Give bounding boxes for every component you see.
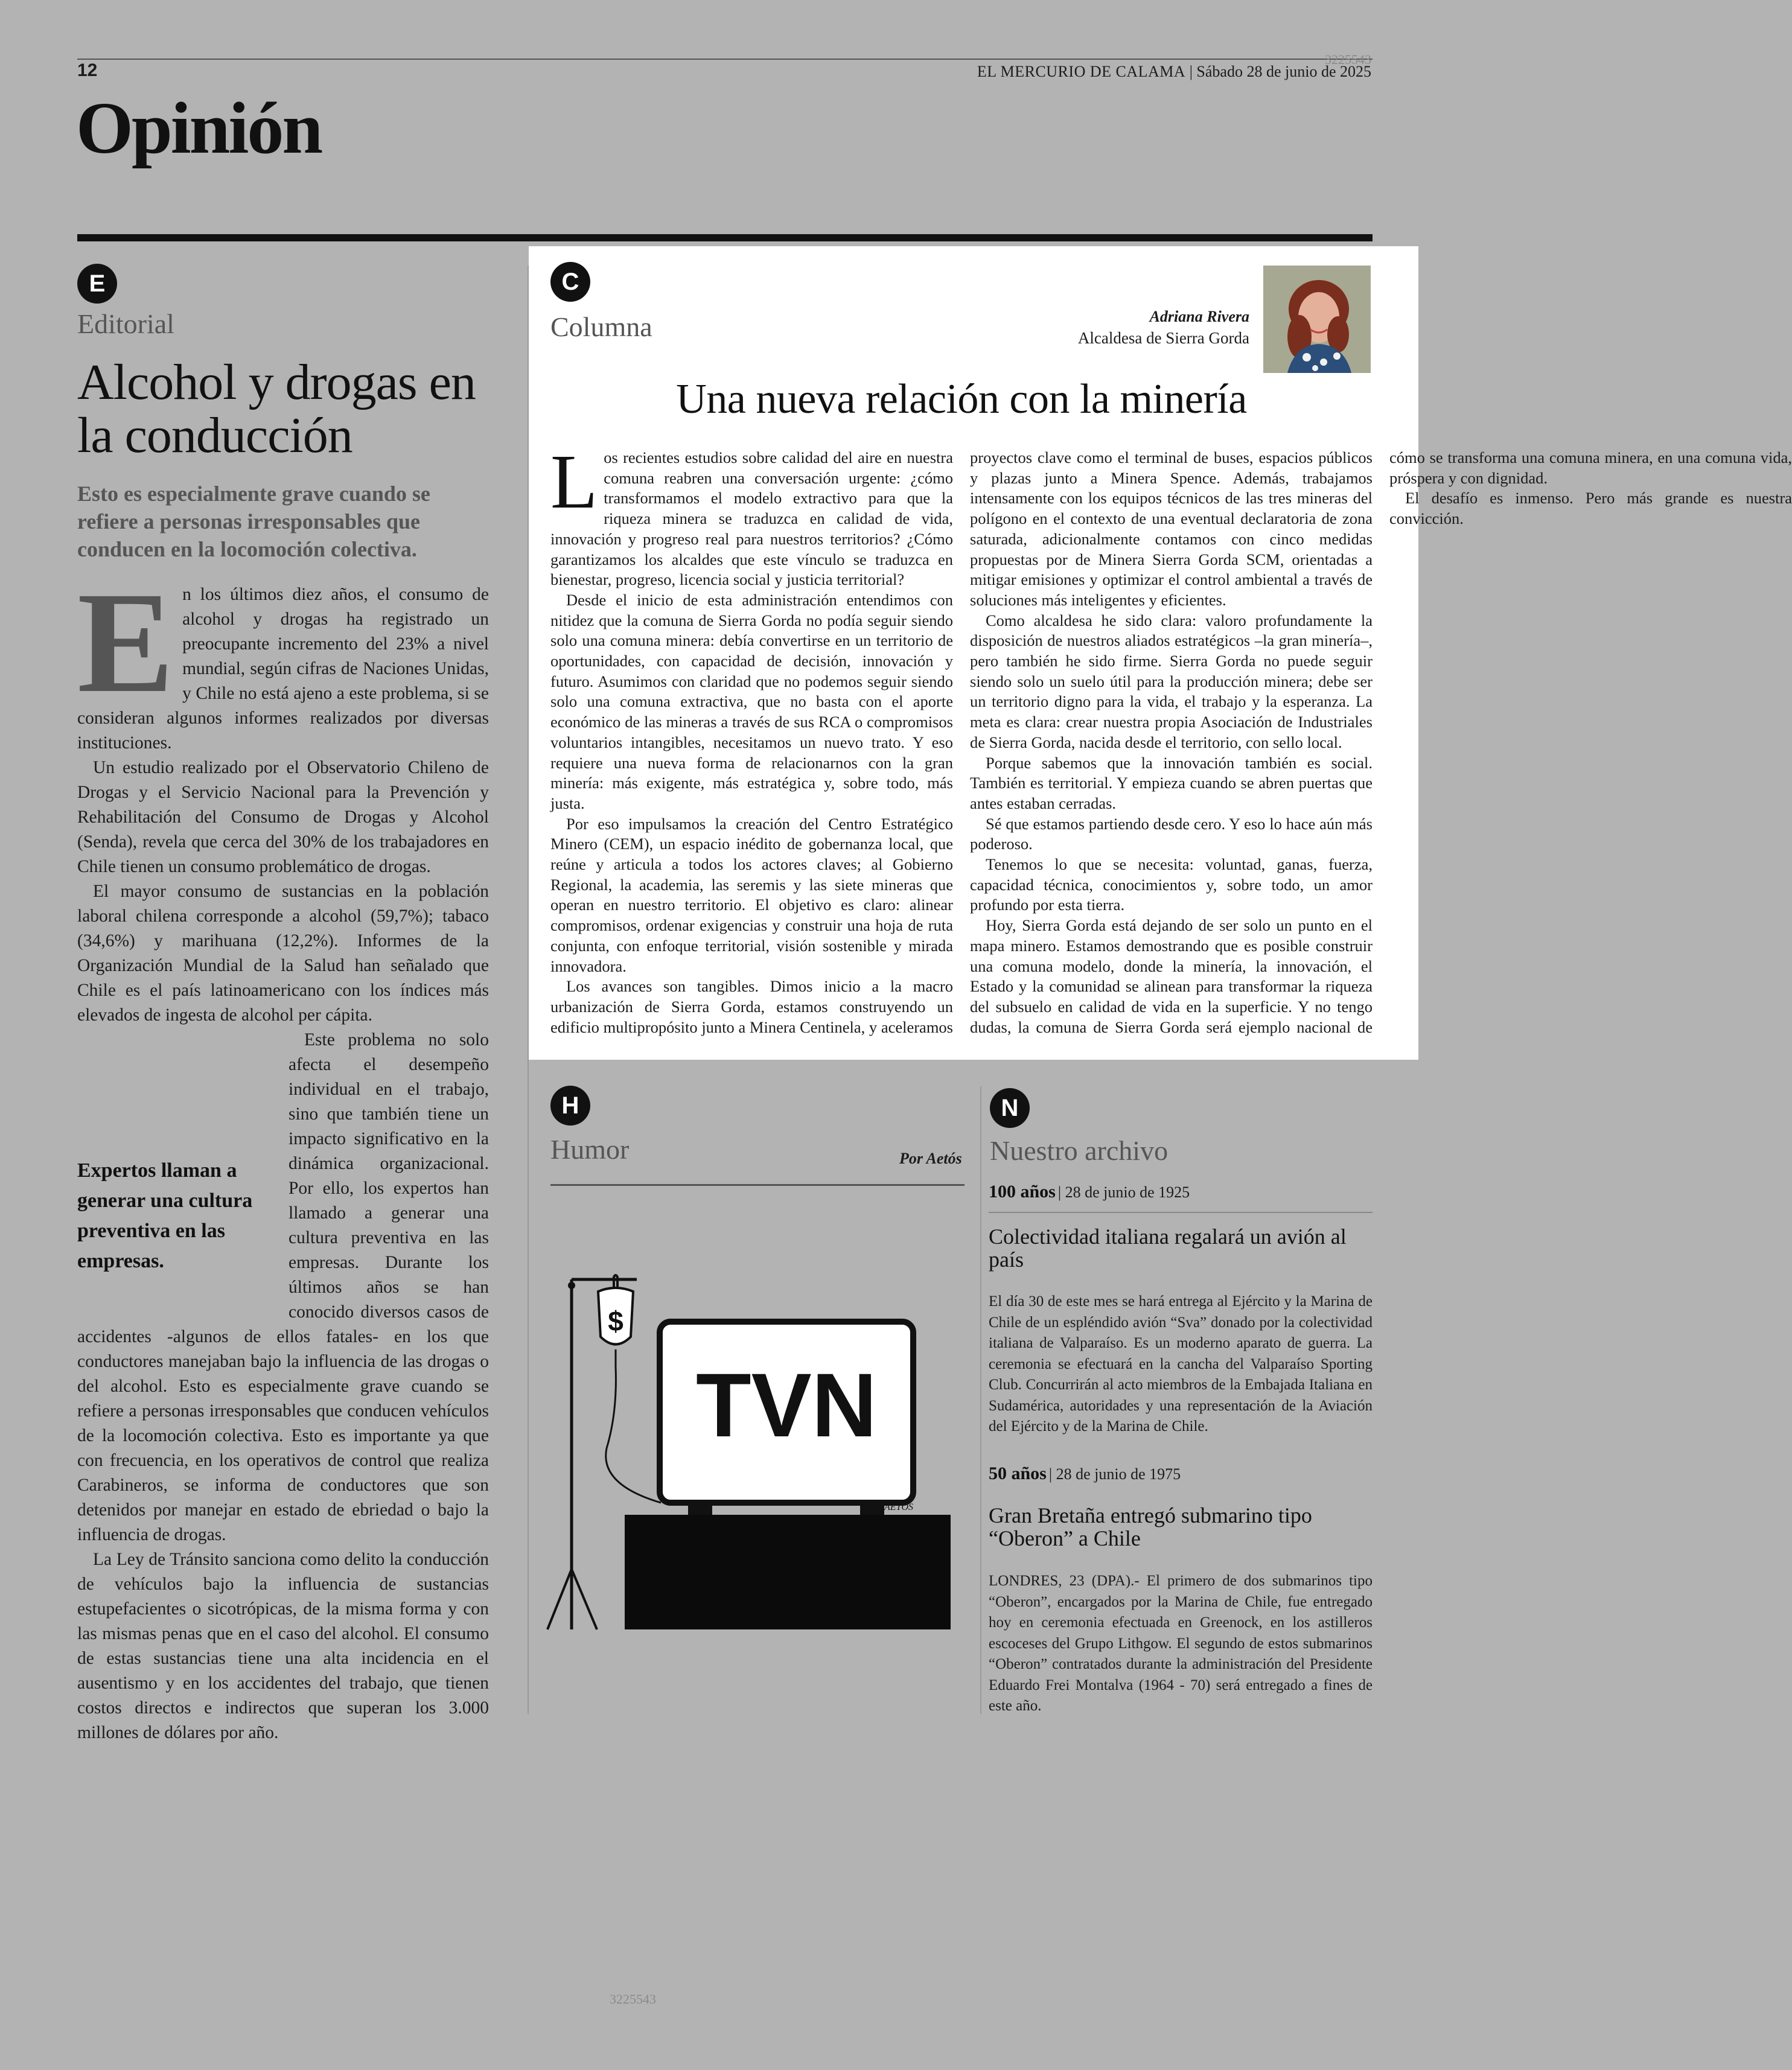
section-title: Opinión — [76, 88, 322, 169]
publication-name: EL MERCURIO DE CALAMA — [977, 63, 1186, 80]
archive-body: El día 30 de este mes se hará entrega al Ejército y la Marina de Chile de un espléndido avión “Sva” donado por la colectividad italiana de Valparaíso. Es un moderno aparato de guerra. La ceremonia se efectuará en la cancha del Valparaíso Sporting Club. Concurrirán al acto miembros de la Embajada Italiana en Sudamérica, autoridades y una representación de la Aviación del Ejército y de la Marina de Chile. — [989, 1293, 1373, 1435]
archive-item-header: 100 años | 28 de junio de 1925 — [989, 1182, 1190, 1202]
column-paragraph: El desafío es inmenso. Pero más grande es nuestra convicción. — [1389, 489, 1792, 528]
humor-divider — [980, 1086, 981, 1714]
cartoon-signature: AETÓS — [884, 1502, 913, 1512]
author-avatar — [1263, 266, 1371, 373]
author-photo-icon — [1263, 266, 1371, 373]
svg-text:$: $ — [608, 1305, 623, 1337]
issue-date: Sábado 28 de junio de 2025 — [1196, 63, 1371, 80]
archive-headline: Colectividad italiana regalará un avión al país — [989, 1224, 1347, 1272]
page-number: 12 — [77, 60, 98, 80]
column-paragraph: Los recientes estudios sobre calidad del aire en nuestra comuna reabren una conversación urgente: ¿cómo transformamos el modelo extractivo para que la riqueza minera se traduzca en calidad de vida, innovación y progreso real para nuestros territorios? ¿Cómo garantizamos los alcaldes que este vínculo se traduzca en bienestar, progreso, licencia social y justicia territorial? — [550, 439, 953, 589]
archive-body: LONDRES, 23 (DPA).- El primero de dos submarinos tipo “Oberon”, encargados por la Marina de Chile, fue entregado hoy en ceremonia efectuada en Greenock, en los astilleros escoceses del Grupo Lithgow. El segundo de estos submarinos “Oberon” contratados durante la administración del Presidente Eduardo Frei Montalva (1964 - 70) será entregado a fines de este año. — [989, 1573, 1373, 1714]
column-paragraph: Desde el inicio de esta administración entendimos con nitidez que la comuna de Sierra Gorda no podía seguir siendo solo una comuna minera: debía convertirse en un territorio de oportunidades, con capacidad de decisión, innovación y futuro. Asumimos con claridad que no podemos seguir siendo solo una comuna extractiva, que no basta con el aporte económico de las mineras a través de sus RCA o compromisos voluntarios intangibles, necesitamos un nuevo trato. Y eso requiere una nueva forma de relacionarnos con la gran minería: más exigente, más estratégica y, sobre todo, más justa. — [550, 590, 953, 812]
tvn-logo: TVN — [696, 1354, 877, 1456]
humor-byline: Por Aetós — [899, 1150, 962, 1167]
archive-item-header: 50 años | 28 de junio de 1975 — [989, 1463, 1181, 1483]
editorial-badge: E — [77, 264, 117, 304]
watermark-id: 3225543 — [1325, 52, 1371, 67]
humor-cartoon — [546, 1231, 969, 1629]
tv-cartoon-icon — [546, 1231, 969, 1629]
editorial-paragraph: El mayor consumo de sustancias en la población laboral chilena corresponde a alcohol (59,7%); tabaco (34,6%) y marihuana (12,2%). Informes de la Organización Mundial de la Salud han señalado que Chile es el país latinoamericano con los índices más elevados de ingesta de alcohol per cápita. — [77, 882, 489, 1025]
editorial-watermark: 3225543 — [610, 1992, 656, 2007]
column-paragraph: Por eso impulsamos la creación del Centro Estratégico Minero (CEM), un espacio inédito de gobernanza local, que reúne y articula a todos los actores claves; al Gobierno Regional, la academia, las seremis y las siete mineras que operan en nuestro territorio. El objetivo es claro: alinear compromisos, ordenar exigencias y construir una hoja de ruta conjunta, con enfoque territorial, visión sostenible y mirada innovadora. — [550, 814, 953, 975]
editorial-paragraph: En los últimos diez años, el consumo de alcohol y drogas ha registrado un preocupante incremento del 23% a nivel mundial, según cifras de Naciones Unidas, y Chile no está ajeno a este problema, si se consideran algunos informes realizados por diversas instituciones. — [77, 562, 489, 753]
editorial-dropcap: E — [77, 562, 174, 722]
editorial-paragraph: Un estudio realizado por el Observatorio Chileno de Drogas y el Servicio Nacional para la Prevención y Rehabilitación del Consumo de Drogas y Alcohol (Senda), revela que cerca del 30% de los trabajadores en Chile tienen un consumo problemático de drogas. — [77, 758, 489, 876]
column-paragraph: Sé que estamos partiendo desde cero. Y eso lo hace aún más poderoso. — [970, 814, 1373, 853]
editorial-paragraph: Este problema no solo afecta el desempeño individual en el trabajo, sino que también tiene un impacto significativo en la dinámica organizacional. Por ello, los expertos han llamado a generar una cultura preventiva en las empresas. Durante los últimos años se han conocido diversos casos de accidentes -algunos de ellos fatales- en los que conductores manejaban bajo la influencia de las drogas o del alcohol. Esto es especialmente grave cuando se refiere a personas irresponsables que conducen vehículos de la locomoción colectiva. Esto es importante ya que con frecuencia, en los operativos de control que realiza Carabineros, se informa de conductores que son detenidos por manejar en estado de ebriedad o bajo la influencia de drogas. — [77, 1028, 489, 1547]
column-badge: C — [550, 262, 590, 302]
editorial-headline: Alcohol y drogas en la conducción — [77, 354, 476, 463]
column-body — [550, 439, 1792, 1054]
author-name: Adriana Rivera — [1149, 308, 1249, 325]
column-paragraph: Los avances son tangibles. Dimos inicio a la macro urbanización de Sierra Gorda, estamos construyendo un edificio multipropósito junto a Minera Centinela, y aceleramos proyectos clave como el terminal de buses, espacios públicos y plazas junto a Minera Spence. Además, trabajamos intensamente con los equipos técnicos de las tres mineras del polígono en el contexto de una eventual declaratoria de zona saturada, adicionalmente contamos con cinco medidas propuestas por de Minera Sierra Gorda SCM, orientadas a mitigar emisiones y optimizar el control ambiental a través de soluciones más inteligentes y eficientes. — [550, 448, 1373, 1036]
column-paragraph: Hoy, Sierra Gorda está dejando de ser solo un punto en el mapa minero. Estamos demostrando que es posible construir una comuna modelo, donde la minería, la innovación, el Estado y la comunidad se alinean para transformar la riqueza del subsuelo en calidad de vida en la superficie. Y no tengo dudas, la comuna de Sierra Gorda será ejemplo nacional de cómo se transforma una comuna minera, en una comuna vida, próspera y con dignidad. — [970, 448, 1792, 1036]
top-rule — [77, 59, 1373, 60]
section-rule — [77, 234, 1373, 241]
archive-headline: Gran Bretaña entregó submarino tipo “Oberon” a Chile — [989, 1503, 1312, 1550]
editorial-pull-quote: Expertos llaman a generar una cultura preventiva en las empresas. — [77, 1159, 253, 1272]
column-paragraph: Tenemos lo que se necesita: voluntad, ganas, fuerza, capacidad técnica, conocimientos y, sobre todo, un amor profundo por esta tierra. — [970, 855, 1373, 914]
editorial-deck: Esto es especialmente grave cuando se refiere a personas irresponsables que conducen en la locomoción colectiva. — [77, 482, 430, 561]
column-headline: Una nueva relación con la minería — [676, 376, 1247, 422]
humor-kicker: Humor — [550, 1134, 630, 1165]
author-role: Alcaldesa de Sierra Gorda — [1077, 329, 1249, 347]
editorial-kicker: Editorial — [77, 308, 174, 339]
editorial-paragraph: La Ley de Tránsito sanciona como delito la conducción de vehículos bajo la influencia de sustancias estupefacientes o sicotrópicas, de la misma forma y con las mismas penas que en el caso del alcohol. El consumo de estas sustancias tiene una alta incidencia en el ausentismo y en los accidentes del trabajo, que tienen costos directos e indirectos que superan los 3.000 millones de dólares por año. — [77, 1550, 489, 1742]
archive-badge: N — [990, 1088, 1030, 1128]
humor-badge: H — [550, 1086, 590, 1126]
archive-rule — [989, 1212, 1373, 1213]
column-dropcap: L — [550, 439, 598, 524]
masthead: EL MERCURIO DE CALAMA | Sábado 28 de junio de 2025 — [977, 63, 1371, 80]
column-kicker: Columna — [550, 311, 652, 342]
humor-rule — [550, 1184, 965, 1186]
column-paragraph: Porque sabemos que la innovación también es social. También es territorial. Y empieza cuando se abren puertas que antes estaban cerradas. — [970, 753, 1373, 812]
column-paragraph: Como alcaldesa he sido clara: valoro profundamente la disposición de nuestros aliados estratégicos –la gran minería–, pero también he sido firme. Sierra Gorda no puede seguir siendo solo un suelo útil para la producción minera; debe ser un territorio digno para la vida, el trabajo y la esperanza. La meta es clara: crear nuestra propia Asociación de Industriales de Sierra Gorda, nacida desde el territorio, con sello local. — [970, 611, 1373, 751]
archive-kicker: Nuestro archivo — [990, 1135, 1169, 1166]
